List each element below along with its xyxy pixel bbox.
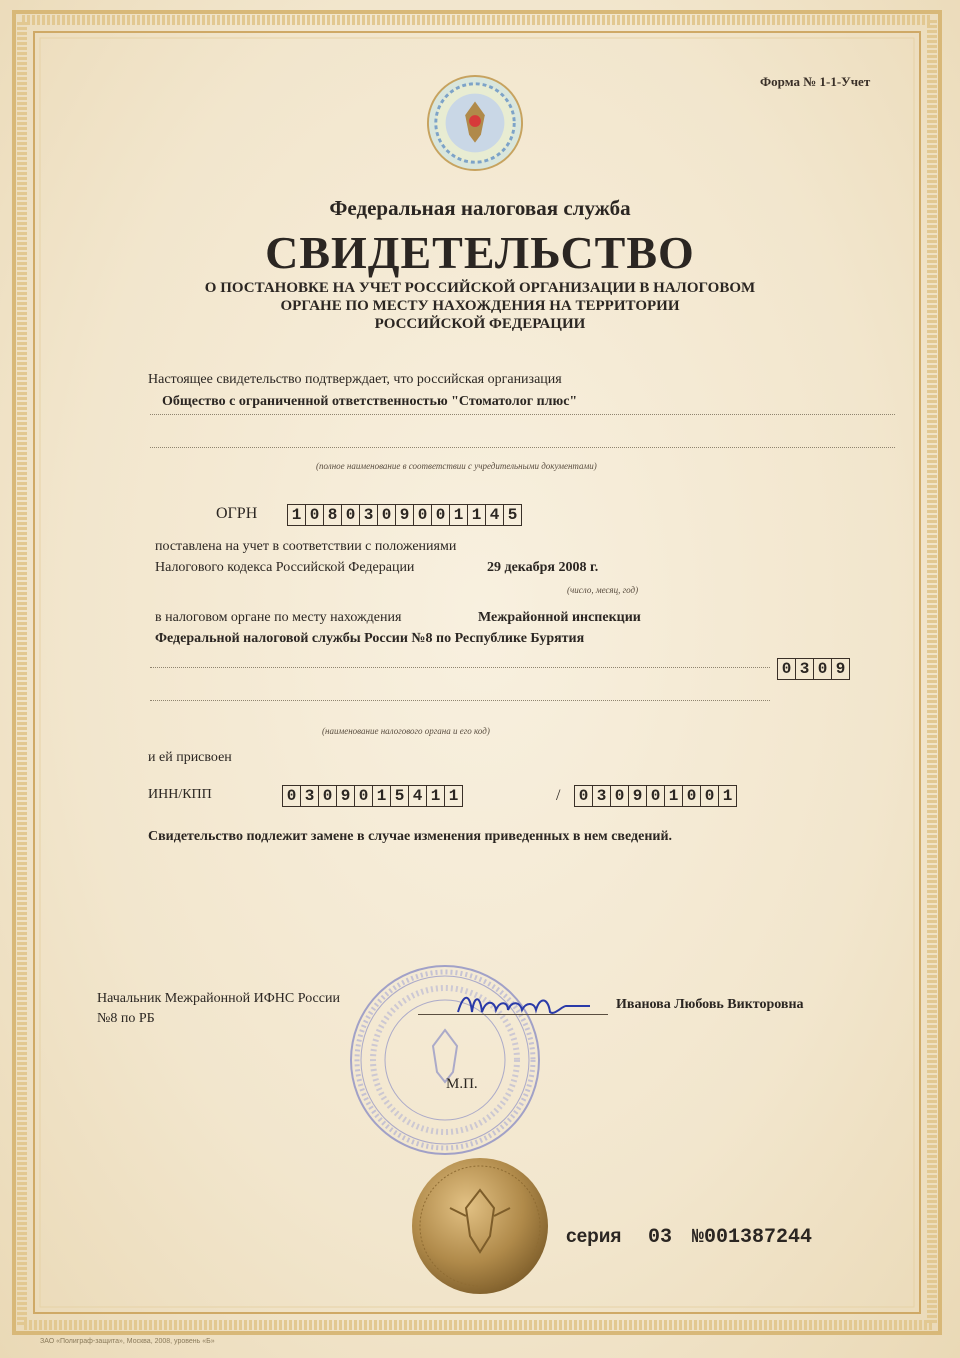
kpp-digit: 0 [611,786,629,806]
ogrn-digit: 5 [507,506,518,524]
ogrn-digit: 3 [360,505,378,525]
ogrn-digit: 1 [468,505,486,525]
inn-digit: 1 [448,787,459,805]
authority-underline-2 [150,700,770,701]
ogrn-label: ОГРН [216,505,258,522]
ogrn-digit: 8 [324,505,342,525]
ogrn-digit: 1 [450,505,468,525]
kpp-digit: 9 [629,786,647,806]
authority-code-digit: 3 [796,659,814,679]
registration-date: 29 декабря 2008 г. [487,560,599,575]
signer-title-2: №8 по РБ [97,1011,155,1026]
hologram-emblem-icon [426,74,524,172]
kpp-digit: 0 [701,786,719,806]
ogrn-digit: 0 [306,505,324,525]
ogrn-digit: 0 [342,505,360,525]
inn-boxes [282,785,463,807]
agency-name: Федеральная налоговая служба [329,196,631,220]
inn-digit: 5 [391,786,409,806]
document-title: СВИДЕТЕЛЬСТВО [265,227,695,278]
series-label: серия [566,1226,622,1247]
intro-text: Настоящее свидетельство подтверждает, что российская организация [148,372,562,387]
authority-underline [150,667,770,668]
ogrn-digit: 0 [378,505,396,525]
inn-digit: 0 [283,786,301,806]
ogrn-boxes [287,504,522,526]
inn-digit: 1 [427,786,445,806]
ogrn-digit: 9 [396,505,414,525]
registered-text-1: поставлена на учет в соответствии с положениями [155,539,457,554]
kpp-digit: 1 [722,787,733,805]
inn-digit: 1 [373,786,391,806]
seal-place-mark: М.П. [446,1076,478,1092]
replacement-notice: Свидетельство подлежит замене в случае изменения приведенных в нем сведений. [148,829,673,844]
ogrn-digit: 1 [288,505,306,525]
signer-title-1: Начальник Межрайонной ИФНС России [97,991,340,1006]
ogrn-digit: 0 [414,505,432,525]
kpp-digit: 0 [647,786,665,806]
kpp-digit: 0 [575,786,593,806]
authority-name-1: Межрайонной инспекции [478,610,641,625]
date-caption: (число, месяц, год) [567,585,639,595]
form-number: Форма № 1-1-Учет [760,74,871,89]
registered-text-2: Налогового кодекса Российской Федерации [155,560,415,575]
authority-name-2: Федеральной налоговой службы России №8 по Республике Бурятия [155,631,585,646]
authority-code-digit: 0 [778,659,796,679]
ogrn-digit: 0 [432,505,450,525]
signer-name: Иванова Любовь Викторовна [616,997,804,1012]
printer-info: ЗАО «Полиграф-защита», Москва, 2008, уровень «Б» [40,1338,215,1345]
org-name-underline-2 [150,447,895,448]
kpp-digit: 1 [665,786,683,806]
inn-digit: 9 [337,786,355,806]
assigned-text: и ей присвоен [148,750,232,765]
inn-digit: 0 [355,786,373,806]
subtitle-line-2: ОРГАНЕ ПО МЕСТУ НАХОЖДЕНИЯ НА ТЕРРИТОРИИ [280,298,680,314]
organization-name: Общество с ограниченной ответственностью "Стоматолог плюс" [162,394,578,409]
certificate-number: №001387244 [692,1226,813,1249]
kpp-digit: 3 [593,786,611,806]
authority-code-digit: 9 [835,660,846,678]
handwritten-signature [450,982,600,1032]
inn-digit: 0 [319,786,337,806]
kpp-digit: 0 [683,786,701,806]
org-name-underline [150,414,895,415]
ogrn-digit: 4 [486,505,504,525]
inn-digit: 3 [301,786,319,806]
inn-digit: 4 [409,786,427,806]
subtitle-line-3: РОССИЙСКОЙ ФЕДЕРАЦИИ [374,316,586,332]
subtitle-line-1: О ПОСТАНОВКЕ НА УЧЕТ РОССИЙСКОЙ ОРГАНИЗАЦИИ В НАЛОГОВОМ [204,280,756,296]
authority-code-digit: 0 [814,659,832,679]
authority-code-boxes [777,658,850,680]
series-value: 03 [648,1226,673,1249]
kpp-boxes [574,785,737,807]
org-caption: (полное наименование в соответствии с учредительными документами) [316,461,597,471]
inn-kpp-label: ИНН/КПП [148,787,212,802]
inn-kpp-slash: / [556,787,561,804]
gold-stamp-icon [410,1156,550,1296]
authority-prefix: в налоговом органе по месту нахождения [155,610,402,625]
authority-caption: (наименование налогового органа и его код) [322,726,490,736]
